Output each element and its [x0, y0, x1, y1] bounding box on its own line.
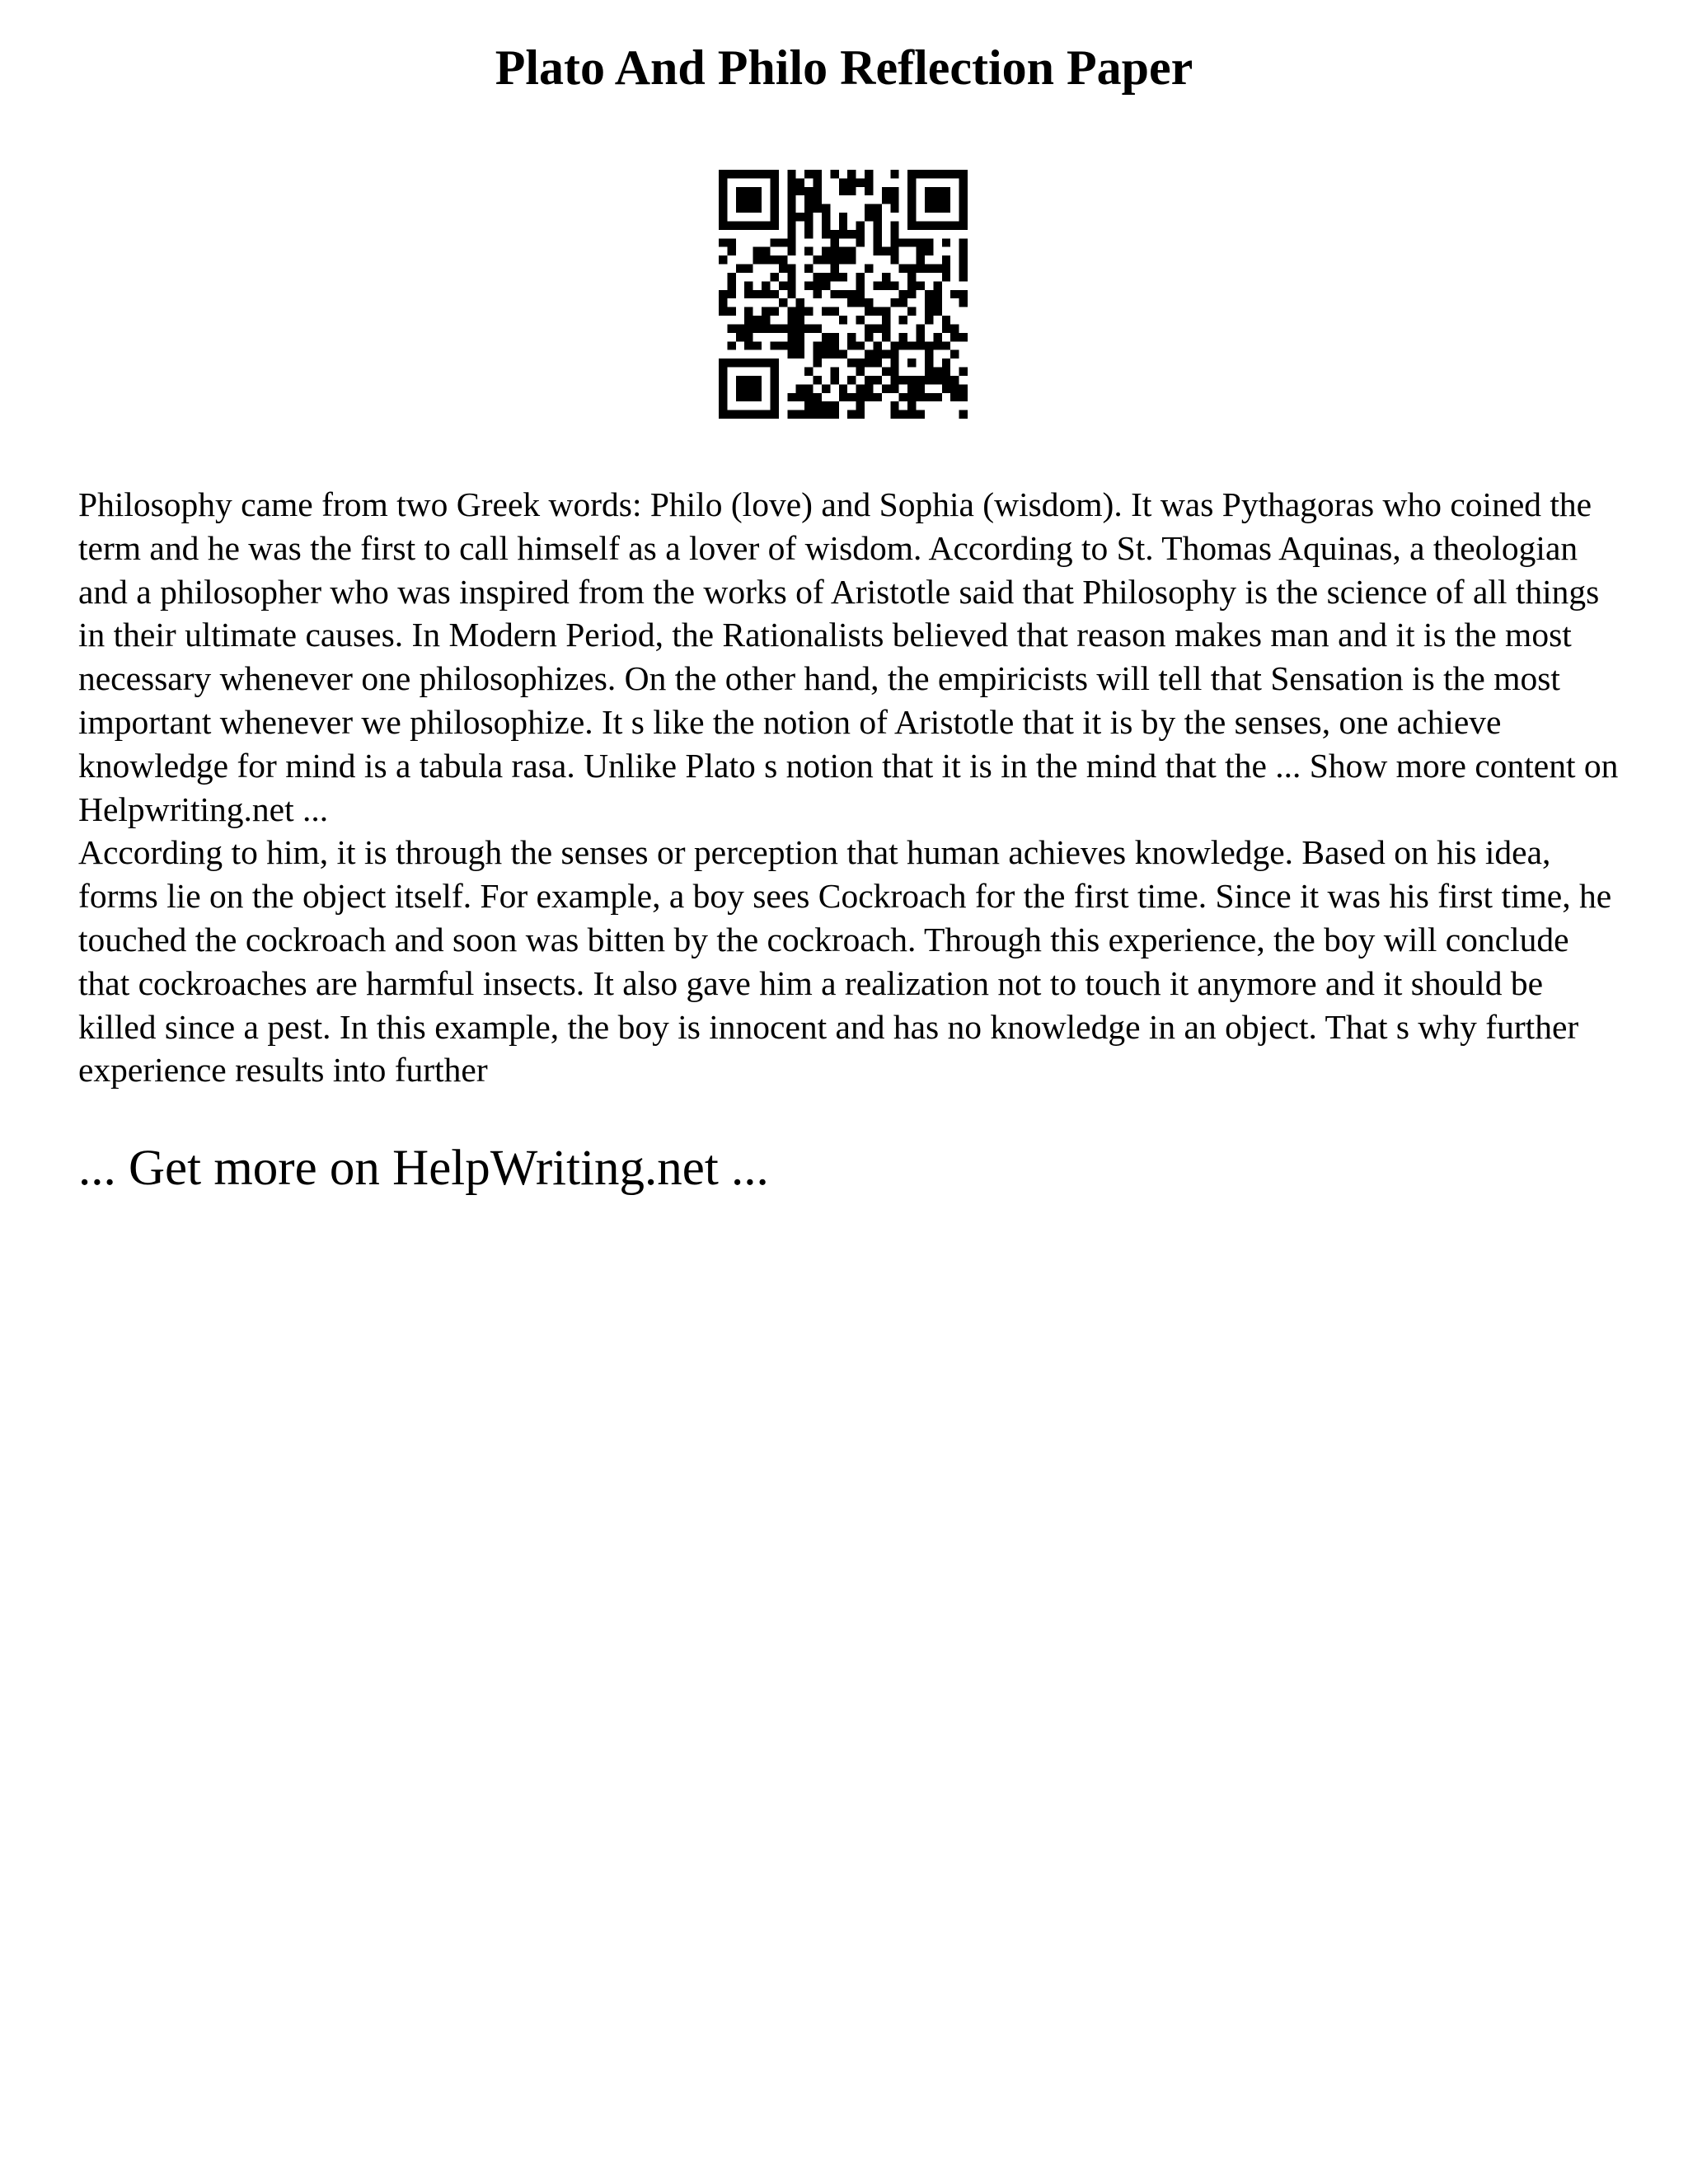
more-link[interactable]: ... Get more on HelpWriting.net ...: [78, 1141, 769, 1196]
body-text: [78, 483, 1628, 1092]
paragraph: According to him, it is through the senses or perception that human achieves knowledge. Based on his idea, forms lie on the object itself. For example, a boy sees Cockroach for the first time. Since it was his first time, he touched the cockroach and soon was bitten by the cockroach. Through this experience, the boy will conclude that cockroaches are harmful insects. It also gave him a realization not to touch it anymore and it should be killed since a pest. In this example, the boy is innocent and has no knowledge in an object. That s why further experience results into further: [78, 833, 1612, 1090]
paragraph: Philosophy came from two Greek words: Philo (love) and Sophia (wisdom). It was Pythagoras who coined the term and he was the first to call himself as a lover of wisdom. According to St. Thomas Aquinas, a theologian and a philosopher who was inspired from the works of Aristotle said that Philosophy is the science of all things in their ultimate causes. In Modern Period, the Rationalists believed that reason makes man and it is the most necessary whenever one philosophizes. On the other hand, the empiricists will tell that Sensation is the most important whenever we philosophize. It s like the notion of Aristotle that it is by the senses, one achieve knowledge for mind is a tabula rasa. Unlike Plato s notion that it is in the mind that the ... Show more content on Helpwriting.net ...: [78, 485, 1619, 828]
page-title: Plato And Philo Reflection Paper: [495, 40, 1193, 95]
qr-code-icon: [719, 170, 968, 419]
